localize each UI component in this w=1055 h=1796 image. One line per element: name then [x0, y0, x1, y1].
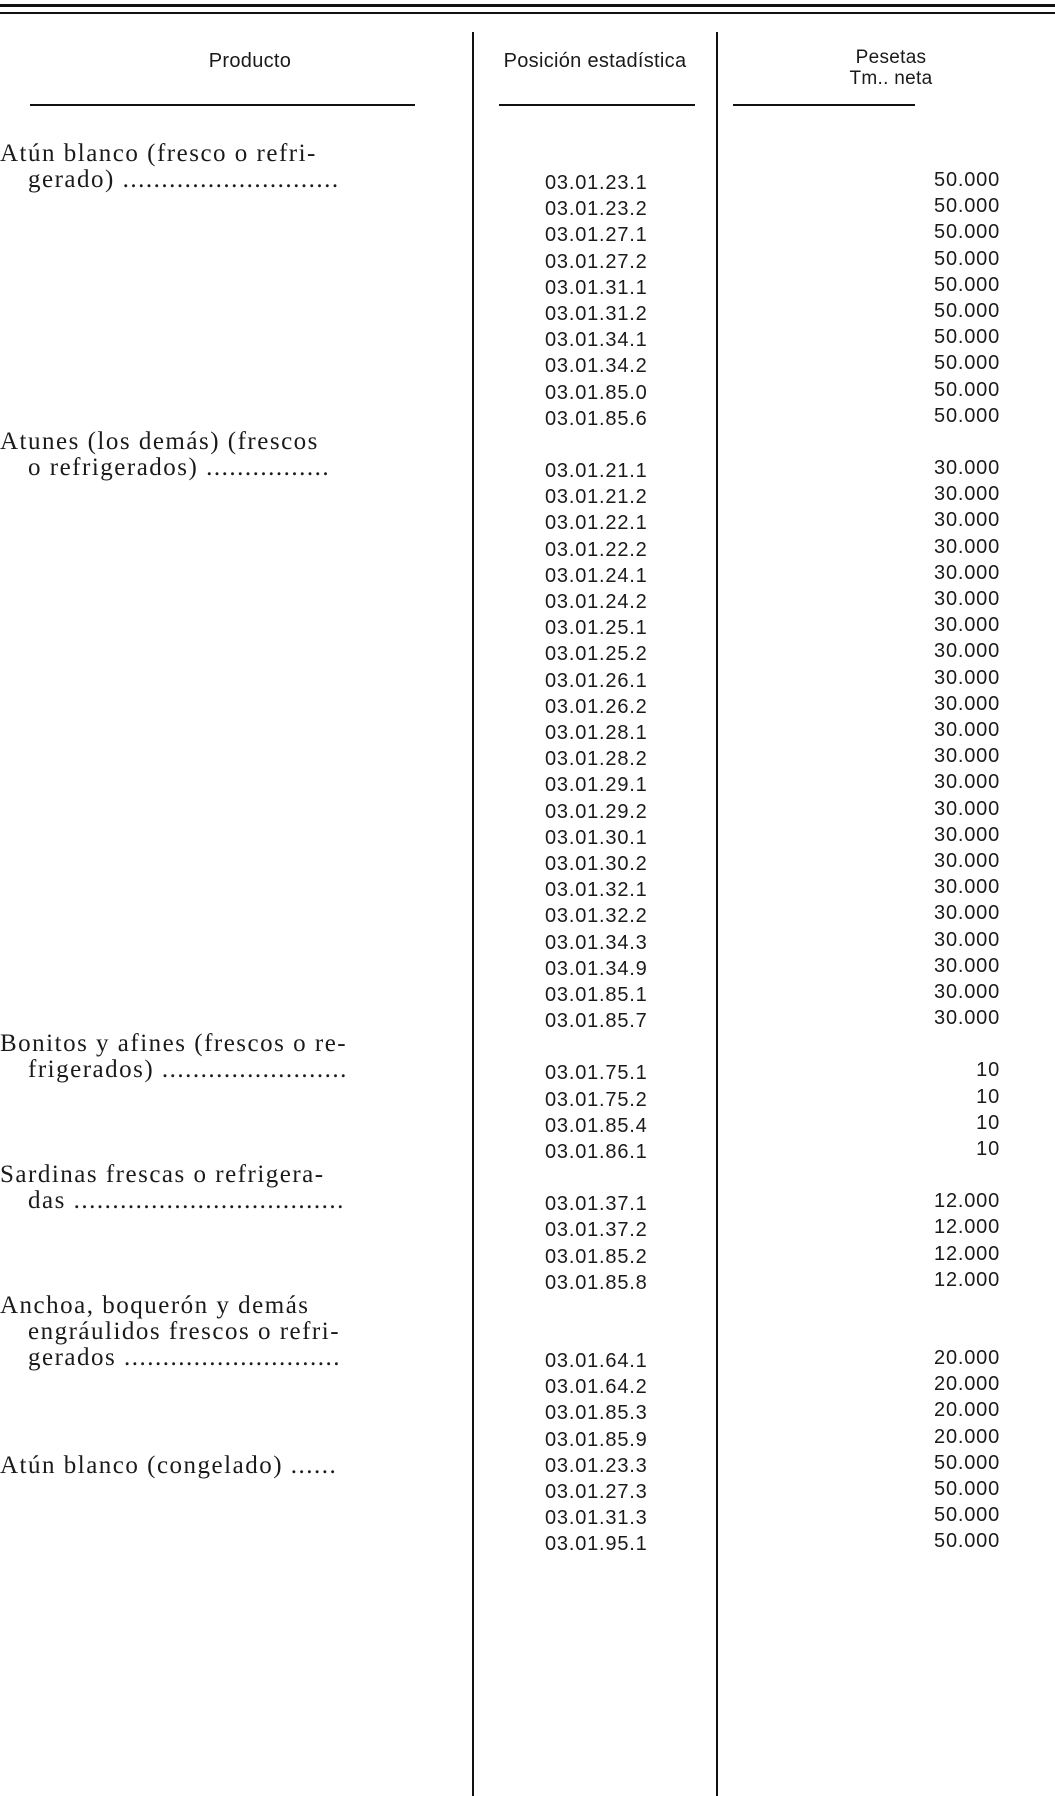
statistical-position-cell: 03.01.85.8: [545, 1271, 648, 1294]
price-cell: 10: [976, 1085, 1000, 1108]
price-cell: 50.000: [934, 378, 1000, 401]
statistical-position-cell: 03.01.64.2: [545, 1376, 648, 1399]
price-cell: 50.000: [934, 195, 1000, 218]
price-cell: 30.000: [934, 954, 1000, 977]
column-divider-left: [472, 32, 474, 1796]
statistical-position-cell: 03.01.32.2: [545, 905, 648, 928]
price-cell: 10: [976, 1138, 1000, 1160]
statistical-position-cell: 03.01.30.2: [545, 853, 648, 875]
product-name-line: gerados ............................: [28, 1344, 341, 1371]
product-name-line: engráulidos frescos o refri-: [28, 1318, 341, 1345]
statistical-position-cell: 03.01.85.6: [545, 407, 648, 430]
price-cell: 30.000: [934, 823, 1000, 846]
header-producto: Producto: [208, 50, 292, 72]
statistical-position-cell: 03.01.31.3: [545, 1507, 648, 1530]
price-cell: 30.000: [934, 666, 1000, 689]
statistical-position-cell: 03.01.85.4: [545, 1114, 648, 1137]
statistical-position-cell: 03.01.85.3: [545, 1402, 648, 1425]
price-cell: 30.000: [934, 902, 1000, 925]
statistical-position-cell: 03.01.21.1: [545, 460, 648, 482]
statistical-position-cell: 03.01.34.2: [545, 355, 648, 378]
price-cell: 20.000: [934, 1373, 1000, 1396]
price-cell: 30.000: [934, 614, 1000, 637]
statistical-position-cell: 03.01.86.1: [545, 1141, 648, 1163]
statistical-position-cell: 03.01.22.1: [545, 512, 648, 535]
price-cell: 30.000: [934, 876, 1000, 899]
statistical-position-cell: 03.01.29.1: [545, 774, 648, 797]
price-cell: 30.000: [934, 588, 1000, 610]
price-cell: 12.000: [934, 1190, 1000, 1213]
statistical-position-cell: 03.01.34.3: [545, 931, 648, 954]
statistical-position-cell: 03.01.75.1: [545, 1062, 648, 1085]
price-cell: 50.000: [934, 273, 1000, 296]
price-cell: 30.000: [934, 640, 1000, 663]
statistical-position-cell: 03.01.85.9: [545, 1428, 648, 1451]
price-cell: 12.000: [934, 1242, 1000, 1265]
price-cell: 20.000: [934, 1399, 1000, 1422]
statistical-position-cell: 03.01.85.0: [545, 381, 648, 404]
price-cell: 30.000: [934, 719, 1000, 741]
product-name-line: Atunes (los demás) (frescos: [0, 428, 319, 455]
price-cell: 50.000: [934, 247, 1000, 270]
price-cell: 50.000: [934, 1530, 1000, 1553]
product-name-line: Atún blanco (fresco o refri-: [0, 140, 317, 167]
statistical-position-cell: 03.01.23.3: [545, 1454, 648, 1477]
price-cell: 30.000: [934, 457, 1000, 479]
price-cell: 30.000: [934, 797, 1000, 820]
price-cell: 50.000: [934, 1504, 1000, 1527]
price-cell: 30.000: [934, 850, 1000, 872]
statistical-position-cell: 03.01.24.2: [545, 591, 648, 613]
product-name-line: Atún blanco (congelado) ......: [0, 1451, 338, 1479]
price-cell: 50.000: [934, 221, 1000, 244]
header-underline-posicion: [499, 104, 695, 106]
product-name-line: Sardinas frescas o refrigera-: [0, 1161, 325, 1189]
price-cell: 12.000: [934, 1216, 1000, 1239]
statistical-position-cell: 03.01.85.2: [545, 1245, 648, 1268]
statistical-position-cell: 03.01.34.9: [545, 957, 648, 980]
statistical-position-cell: 03.01.28.1: [545, 722, 648, 744]
price-cell: 30.000: [934, 745, 1000, 768]
statistical-position-cell: 03.01.26.2: [545, 695, 648, 718]
product-name-line: gerado) ............................: [28, 166, 340, 193]
price-cell: 10: [976, 1059, 1000, 1082]
statistical-position-cell: 03.01.27.3: [545, 1481, 648, 1503]
statistical-position-cell: 03.01.24.1: [545, 564, 648, 587]
price-cell: 30.000: [934, 1007, 1000, 1030]
statistical-position-cell: 03.01.28.2: [545, 748, 648, 771]
statistical-position-cell: 03.01.25.1: [545, 617, 648, 640]
statistical-position-cell: 03.01.34.1: [545, 329, 648, 352]
price-cell: 30.000: [934, 535, 1000, 558]
price-cell: 50.000: [934, 1451, 1000, 1474]
statistical-position-cell: 03.01.25.2: [545, 643, 648, 666]
statistical-position-cell: 03.01.37.1: [545, 1193, 648, 1216]
statistical-position-cell: 03.01.37.2: [545, 1219, 648, 1242]
price-cell: 50.000: [934, 1478, 1000, 1500]
column-divider-right: [716, 32, 718, 1796]
statistical-position-cell: 03.01.27.2: [545, 250, 648, 273]
top-double-rule-upper: [0, 4, 1055, 7]
product-name-line: Anchoa, boquerón y demás: [0, 1292, 310, 1319]
price-cell: 50.000: [934, 300, 1000, 322]
statistical-position-cell: 03.01.64.1: [545, 1350, 648, 1372]
top-double-rule-lower: [0, 12, 1055, 14]
statistical-position-cell: 03.01.23.1: [545, 172, 648, 194]
price-cell: 12.000: [934, 1268, 1000, 1291]
price-cell: 30.000: [934, 771, 1000, 794]
header-posicion-estadistica: Posición estadística: [503, 50, 687, 72]
price-cell: 50.000: [934, 169, 1000, 191]
statistical-position-cell: 03.01.21.2: [545, 486, 648, 509]
price-cell: 30.000: [934, 509, 1000, 532]
statistical-position-cell: 03.01.22.2: [545, 538, 648, 561]
price-cell: 50.000: [934, 326, 1000, 349]
statistical-position-cell: 03.01.95.1: [545, 1533, 648, 1556]
statistical-position-cell: 03.01.31.2: [545, 303, 648, 325]
price-cell: 50.000: [934, 352, 1000, 375]
statistical-position-cell: 03.01.75.2: [545, 1088, 648, 1111]
statistical-position-cell: 03.01.85.1: [545, 984, 648, 1006]
statistical-position-cell: 03.01.32.1: [545, 879, 648, 902]
price-cell: 50.000: [934, 404, 1000, 427]
statistical-position-cell: 03.01.26.1: [545, 669, 648, 692]
product-name-line: Bonitos y afines (frescos o re-: [0, 1030, 348, 1058]
statistical-position-cell: 03.01.30.1: [545, 826, 648, 849]
price-cell: 30.000: [934, 561, 1000, 584]
price-cell: 20.000: [934, 1347, 1000, 1369]
price-cell: 30.000: [934, 692, 1000, 715]
header-pesetas-line2: Tm.. neta: [849, 68, 933, 89]
price-cell: 30.000: [934, 981, 1000, 1003]
statistical-position-cell: 03.01.29.2: [545, 800, 648, 823]
price-cell: 10: [976, 1111, 1000, 1134]
statistical-position-cell: 03.01.31.1: [545, 276, 648, 299]
product-name-line: das ...................................: [28, 1187, 345, 1215]
statistical-position-cell: 03.01.23.2: [545, 198, 648, 221]
header-pesetas: [726, 47, 1055, 89]
statistical-position-cell: 03.01.27.1: [545, 224, 648, 247]
price-cell: 20.000: [934, 1425, 1000, 1448]
product-name-line: o refrigerados) ................: [28, 454, 331, 481]
price-cell: 30.000: [934, 928, 1000, 951]
header-underline-pesetas: [733, 104, 915, 106]
header-pesetas-line1: Pesetas: [855, 47, 927, 68]
product-name-line: frigerados) ........................: [28, 1056, 348, 1084]
header-underline-producto: [30, 104, 415, 106]
statistical-position-cell: 03.01.85.7: [545, 1010, 648, 1033]
price-cell: 30.000: [934, 483, 1000, 506]
